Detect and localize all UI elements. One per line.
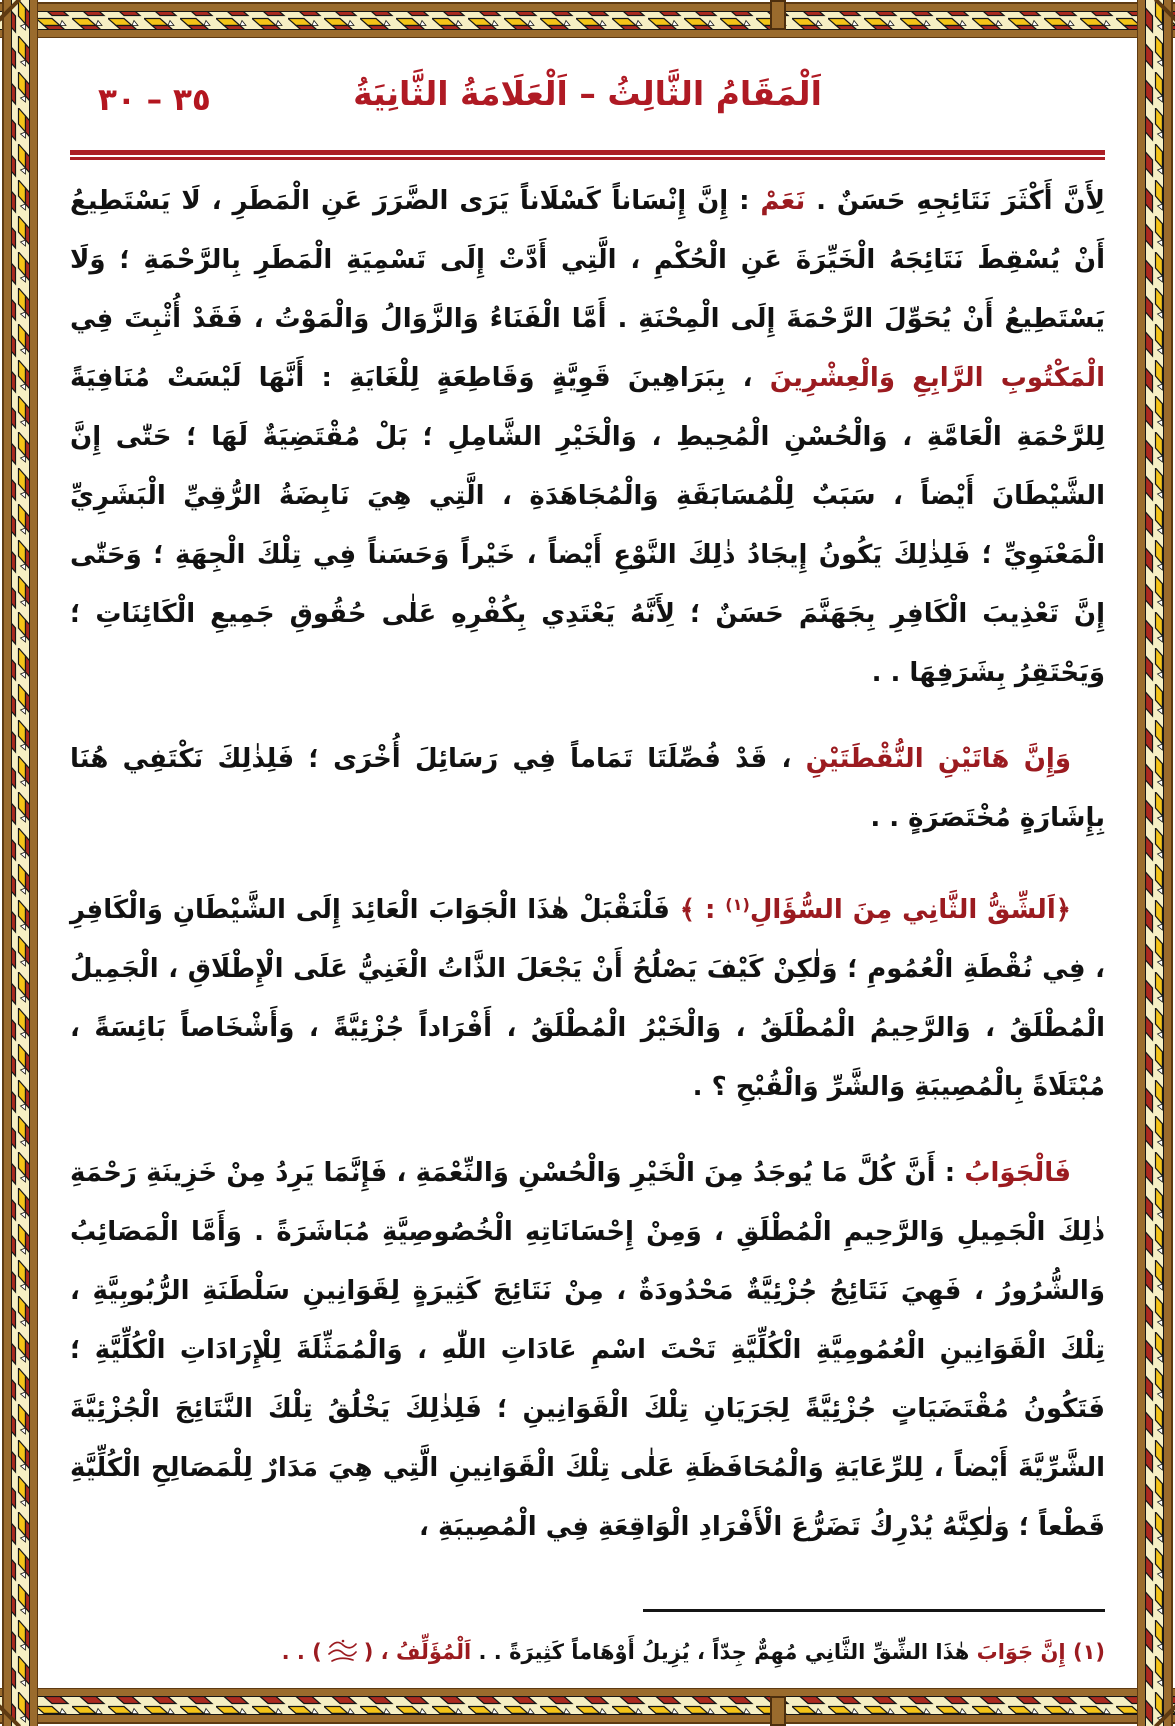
footnote <box>70 1632 1105 1680</box>
title-divider-thick-rule <box>70 150 1105 155</box>
border-top-ornament <box>0 0 1175 38</box>
footnote-text: (١) إِنَّ جَوَابَ هٰذَا الشِّقِّ الثَّانِي مُهِمٌّ جِدّاً ، يُزِيلُ أَوْهَاماً كَثِيرَةً . . اَلْمُؤَلِّفُ ، ( <box>363 1640 1105 1664</box>
title-divider-thin-rule <box>70 157 1105 160</box>
paragraph-3: ﴿اَلشِّقُّ الثَّانِي مِنَ السُّؤَالِ$^{(١)}$ : ﴾ فَلْنَقْبَلْ هٰذَا الْجَوَابَ الْعَائِدَ إِلَى الشَّيْطَانِ وَالْكَافِرِ ، فِي نُقْطَةِ الْعُمُومِ ؛ وَلٰكِنْ كَيْفَ يَصْلُحُ أَنْ يَجْعَلَ الذَّاتُ الْغَنِيُّ عَلَى الْإِطْلَاقِ ، الْجَمِيلُ الْمُطْلَقُ ، وَالرَّحِيمُ الْمُطْلَقُ ، وَالْخَيْرُ الْمُطْلَقُ ، أَفْرَاداً جُزْئِيَّةً ، وَأَشْخَاصاً بَائِسَةً ، مُبْتَلَاةً بِالْمُصِيبَةِ وَالشَّرِّ وَالْقُبْحِ ؟ . <box>70 895 1105 1102</box>
body-text <box>70 172 1105 1584</box>
footnote-area <box>70 1609 1105 1680</box>
paragraph-1: لِأَنَّ أَكْثَرَ نَتَائِجِهِ حَسَنٌ . نَعَمْ : إِنَّ إِنْسَاناً كَسْلَاناً يَرَى الضَّرَرَ عَنِ الْمَطَرِ ، لَا يَسْتَطِيعُ أَنْ يُسْقِطَ نَتَائِجَهُ الْخَيِّرَةَ عَنِ الْحُكْمِ ، الَّتِي أَدَّتْ إِلَى تَسْمِيَةِ الْمَطَرِ بِالرَّحْمَةِ ؛ وَلَا يَسْتَطِيعُ أَنْ يُحَوِّلَ الرَّحْمَةَ إِلَى الْمِحْنَةِ . أَمَّا الْفَنَاءُ وَالزَّوَالُ وَالْمَوْتُ ، فَقَدْ أُثْبِتَ فِي الْمَكْتُوبِ الرَّابِعِ وَالْعِشْرِينَ ، بِبَرَاهِينَ قَوِيَّةٍ وَقَاطِعَةٍ لِلْغَايَةِ : أَنَّهَا لَيْسَتْ مُنَافِيَةً لِلرَّحْمَةِ الْعَامَّةِ ، وَالْحُسْنِ الْمُحِيطِ ، وَالْخَيْرِ الشَّامِلِ ؛ بَلْ مُقْتَضِيَةٌ لَهَا ؛ حَتّٰى إِنَّ الشَّيْطَانَ أَيْضاً ، سَبَبٌ لِلْمُسَابَقَةِ وَالْمُجَاهَدَةِ ، الَّتِي هِيَ نَابِضَةُ الرُّقِيِّ الْبَشَرِيِّ الْمَعْنَوِيِّ ؛ فَلِذٰلِكَ يَكُونُ إِيجَادُ ذٰلِكَ النَّوْعِ أَيْضاً ، خَيْراً وَحَسَناً فِي تِلْكَ الْجِهَةِ ؛ وَحَتّٰى إِنَّ تَعْذِيبَ الْكَافِرِ بِجَهَنَّمَ حَسَنٌ ؛ لِأَنَّهُ يَعْتَدِي بِكُفْرِهِ عَلٰى حُقُوقِ جَمِيعِ الْكَائِنَاتِ ؛ وَيَحْتَقِرُ بِشَرَفِهَا . . <box>70 186 1105 688</box>
footnote-tail: ) . . <box>281 1640 322 1664</box>
binding-tab-bottom <box>770 1696 786 1726</box>
title-divider <box>70 150 1105 160</box>
paragraph-4: فَالْجَوَابُ : أَنَّ كُلَّ مَا يُوجَدُ مِنَ الْخَيْرِ وَالْحُسْنِ وَالنِّعْمَةِ ، فَإِنَّمَا يَرِدُ مِنْ خَزِينَةِ رَحْمَةِ ذٰلِكَ الْجَمِيلِ وَالرَّحِيمِ الْمُطْلَقِ ، وَمِنْ إِحْسَانَاتِهِ الْخُصُوصِيَّةِ مُبَاشَرَةً . وَأَمَّا الْمَصَائِبُ وَالشُّرُورُ ، فَهِيَ نَتَائِجُ جُزْئِيَّةٌ مَحْدُودَةٌ ، مِنْ نَتَائِجَ كَثِيرَةٍ لِقَوَانِينِ سَلْطَنَةِ الرُّبُوبِيَّةِ ، تِلْكَ الْقَوَانِينِ الْعُمُومِيَّةِ الْكُلِّيَّةِ تَحْتَ اسْمِ عَادَاتِ اللّٰهِ ، وَالْمُمَثِّلَةَ لِلْإِرَادَاتِ الْكُلِّيَّةِ ؛ فَتَكُونُ مُقْتَضَيَاتٍ جُزْئِيَّةً لِجَرَيَانِ تِلْكَ الْقَوَانِينِ ؛ فَلِذٰلِكَ يَخْلُقُ تِلْكَ النَّتَائِجَ الْجُزْئِيَّةَ الشَّرِّيَّةَ أَيْضاً ، لِلرِّعَايَةِ وَالْمُحَافَظَةِ عَلٰى تِلْكَ الْقَوَانِينِ الَّتِي هِيَ مَدَارٌ لِلْمَصَالِحِ الْكُلِّيَّةِ قَطْعاً ؛ وَلٰكِنَّهُ يُدْرِكُ تَضَرُّعَ الْأَفْرَادِ الْوَاقِعَةِ فِي الْمُصِيبَةِ ، <box>70 1158 1105 1542</box>
paragraph-2: وَإِنَّ هَاتَيْنِ النُّقْطَتَيْنِ ، قَدْ فُصِّلَتَا تَمَاماً فِي رَسَائِلَ أُخْرَى ؛ فَلِذٰلِكَ نَكْتَفِي هُنَا بِإِشَارَةٍ مُخْتَصَرَةٍ . . <box>70 744 1105 833</box>
binding-tab-top <box>770 0 786 30</box>
page-number: ٣٥ – ٣٠ <box>98 82 211 118</box>
border-left-ornament <box>0 0 38 1726</box>
footnote-divider <box>643 1609 1105 1612</box>
page-title: اَلْمَقَامُ الثَّالِثُ – اَلْعَلَامَةُ الثَّانِيَةُ <box>353 74 822 113</box>
page-header <box>70 70 1105 150</box>
border-bottom-ornament <box>0 1688 1175 1726</box>
border-right-ornament <box>1137 0 1175 1726</box>
author-blessing-seal-icon <box>324 1637 362 1680</box>
